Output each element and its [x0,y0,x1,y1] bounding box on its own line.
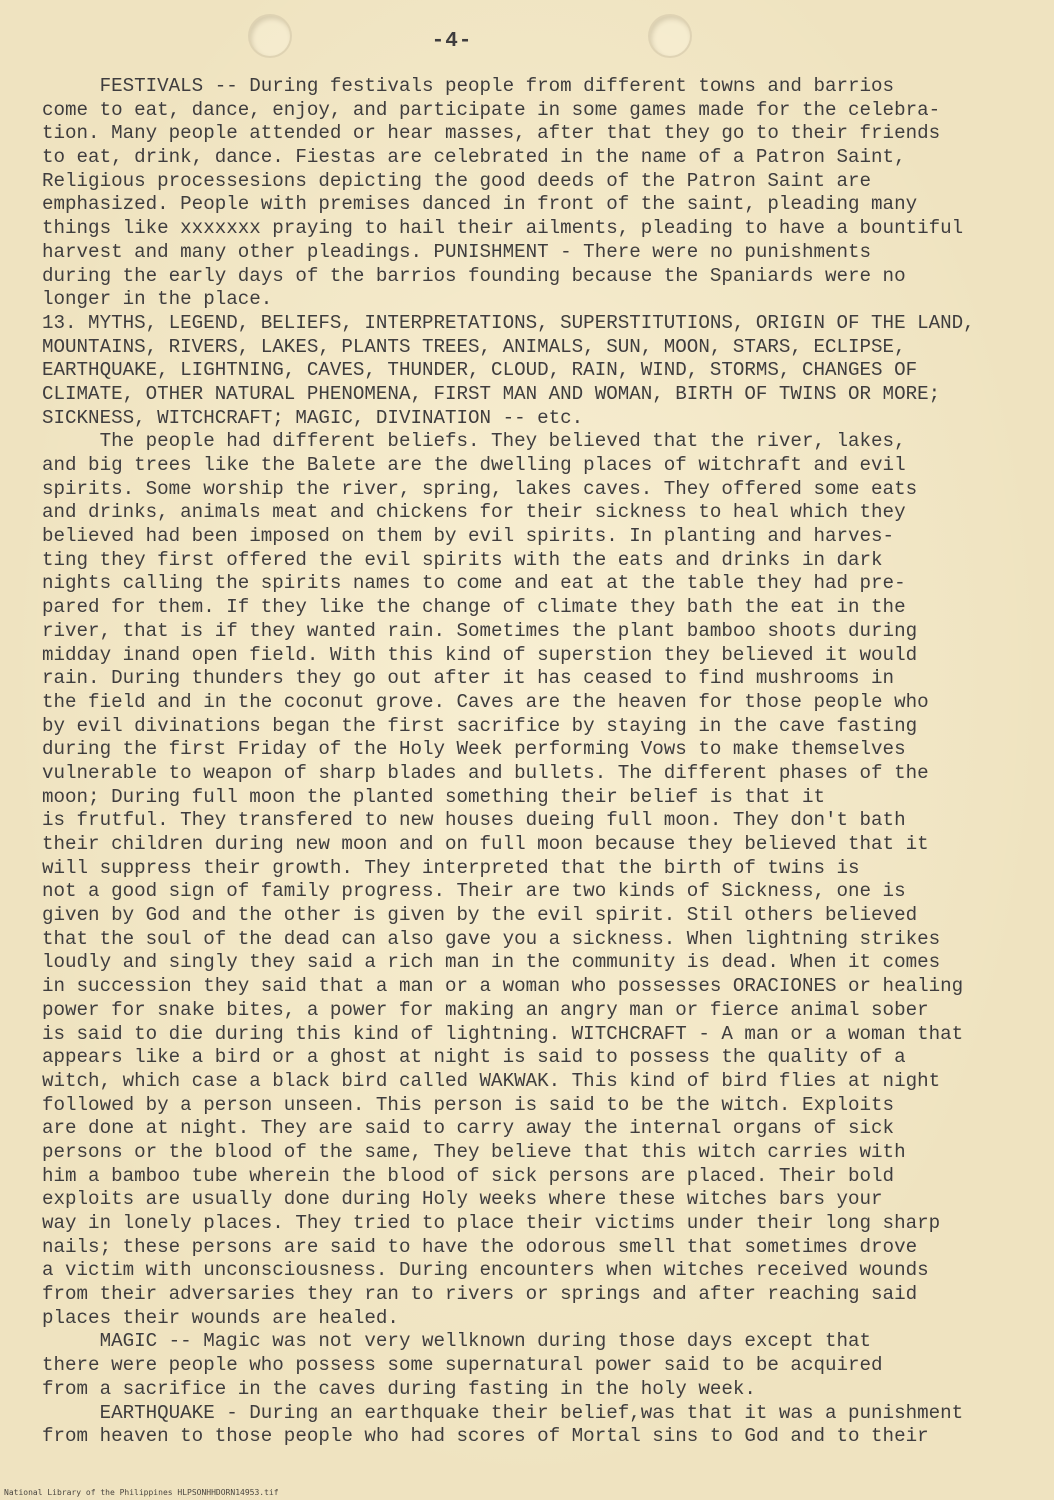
page-number: -4- [431,30,473,53]
text-line: is said to die during this kind of lightning. WITCHCRAFT - A man or a woman that [42,1022,964,1045]
text-line: the field and in the coconut grove. Caves are the heaven for those people who [42,690,929,713]
typed-body-text [42,75,1042,1449]
text-line: a victim with unconsciousness. During encounters when witches received wounds [42,1259,929,1282]
text-line: will suppress their growth. They interpreted that the birth of twins is [42,856,860,879]
text-line: Religious processesions depicting the good deeds of the Patron Saint are [42,169,872,192]
text-line: by evil divinations began the first sacrifice by staying in the cave fasting [42,714,918,737]
text-line: in succession they said that a man or a woman who possesses ORACIONES or healing [42,975,964,998]
text-line: given by God and the other is given by the evil spirit. Stil others believed [42,904,918,927]
text-line: CLIMATE, OTHER NATURAL PHENOMENA, FIRST MAN AND WOMAN, BIRTH OF TWINS OR MORE; [42,382,941,405]
text-line: way in lonely places. They tried to place their victims under their long sharp [42,1212,941,1234]
text-line: FESTIVALS -- During festivals people from different towns and barrios [42,75,895,97]
text-line: power for snake bites, a power for making an angry man or fierce animal sober [42,998,929,1021]
text-line: midday inand open field. With this kind of superstion they believed it would [42,643,918,666]
text-line: The people had different beliefs. They believed that the river, lakes, [42,430,906,453]
text-line: to eat, drink, dance. Fiestas are celebrated in the name of a Patron Saint, [42,146,906,169]
text-line: during the early days of the barrios founding because the Spaniards were no [42,264,906,287]
text-line: persons or the blood of the same, They believe that this witch carries with [42,1140,906,1163]
text-line: MOUNTAINS, RIVERS, LAKES, PLANTS TREES, ANIMALS, SUN, MOON, STARS, ECLIPSE, [42,335,906,358]
text-line: EARTHQUAKE - During an earthquake their belief,was that it was a punishment [42,1401,964,1424]
text-line: there were people who possess some supernatural power said to be acquired [42,1354,883,1377]
text-line: ting they first offered the evil spirits with the eats and drinks in dark [42,548,883,571]
text-line: is frutful. They transfered to new houses dueing full moon. They don't bath [42,809,906,832]
text-line: loudly and singly they said a rich man in the community is dead. When it comes [42,951,941,974]
text-line: spirits. Some worship the river, spring, lakes caves. They offered some eats [42,477,918,500]
text-line: believed had been imposed on them by evil spirits. In planting and harves- [42,525,895,548]
text-line: emphasized. People with premises danced in front of the saint, pleading many [42,193,918,216]
text-line: vulnerable to weapon of sharp blades and bullets. The different phases of the [42,761,929,784]
text-line: nails; these persons are said to have the odorous smell that sometimes drove [42,1235,918,1258]
text-line: MAGIC -- Magic was not very wellknown during those days except that [42,1330,872,1353]
archive-footer: National Library of the Philippines HLPSONHHDORN14953.tif [4,1488,279,1497]
text-line: EARTHQUAKE, LIGHTNING, CAVES, THUNDER, CLOUD, RAIN, WIND, STORMS, CHANGES OF [42,359,918,382]
text-line: that the soul of the dead can also gave you a sickness. When lightning strikes [42,927,941,950]
text-line: river, that is if they wanted rain. Sometimes the plant bamboo shoots during [42,619,918,642]
text-line: things like xxxxxxx praying to hail their ailments, pleading to have a bountiful [42,217,964,240]
text-line: moon; During full moon the planted something their belief is that it [42,785,825,808]
text-line: harvest and many other pleadings. PUNISHMENT - There were no punishments [42,240,872,263]
text-line: their children during new moon and on full moon because they believed that it [42,833,929,855]
text-line: come to eat, dance, enjoy, and participate in some games made for the celebra- [42,98,941,121]
text-line: appears like a bird or a ghost at night is said to possess the quality of a [42,1046,906,1069]
text-line: not a good sign of family progress. Their are two kinds of Sickness, one is [42,880,906,903]
text-line: longer in the place. [42,288,273,311]
text-line: tion. Many people attended or hear masses, after that they go to their friends [42,122,941,145]
text-line: 13. MYTHS, LEGEND, BELIEFS, INTERPRETATIONS, SUPERSTITUTIONS, ORIGIN OF THE LAND, [42,311,975,334]
text-line: from heaven to those people who had scores of Mortal sins to God and to their [42,1425,929,1448]
text-line: exploits are usually done during Holy weeks where these witches bars your [42,1188,883,1211]
text-line: and drinks, animals meat and chickens for their sickness to heal which they [42,501,906,524]
text-line: during the first Friday of the Holy Week performing Vows to make themselves [42,738,906,761]
text-line: are done at night. They are said to carry away the internal organs of sick [42,1117,895,1140]
text-line: pared for them. If they like the change of climate they bath the eat in the [42,596,906,619]
text-line: places their wounds are healed. [42,1306,399,1329]
text-line: witch, which case a black bird called WAKWAK. This kind of bird flies at night [42,1069,941,1092]
text-line: followed by a person unseen. This person is said to be the witch. Exploits [42,1093,895,1116]
text-line: him a bamboo tube wherein the blood of sick persons are placed. Their bold [42,1164,895,1187]
text-line: nights calling the spirits names to come and eat at the table they had pre- [42,572,906,595]
text-line: from a sacrifice in the caves during fasting in the holy week. [42,1377,756,1400]
text-line: SICKNESS, WITCHCRAFT; MAGIC, DIVINATION -- etc. [42,406,584,429]
text-line: from their adversaries they ran to rivers or springs and after reaching said [42,1283,918,1306]
text-line: rain. During thunders they go out after it has ceased to find mushrooms in [42,667,895,690]
text-line: and big trees like the Balete are the dwelling places of witchraft and evil [42,454,906,476]
